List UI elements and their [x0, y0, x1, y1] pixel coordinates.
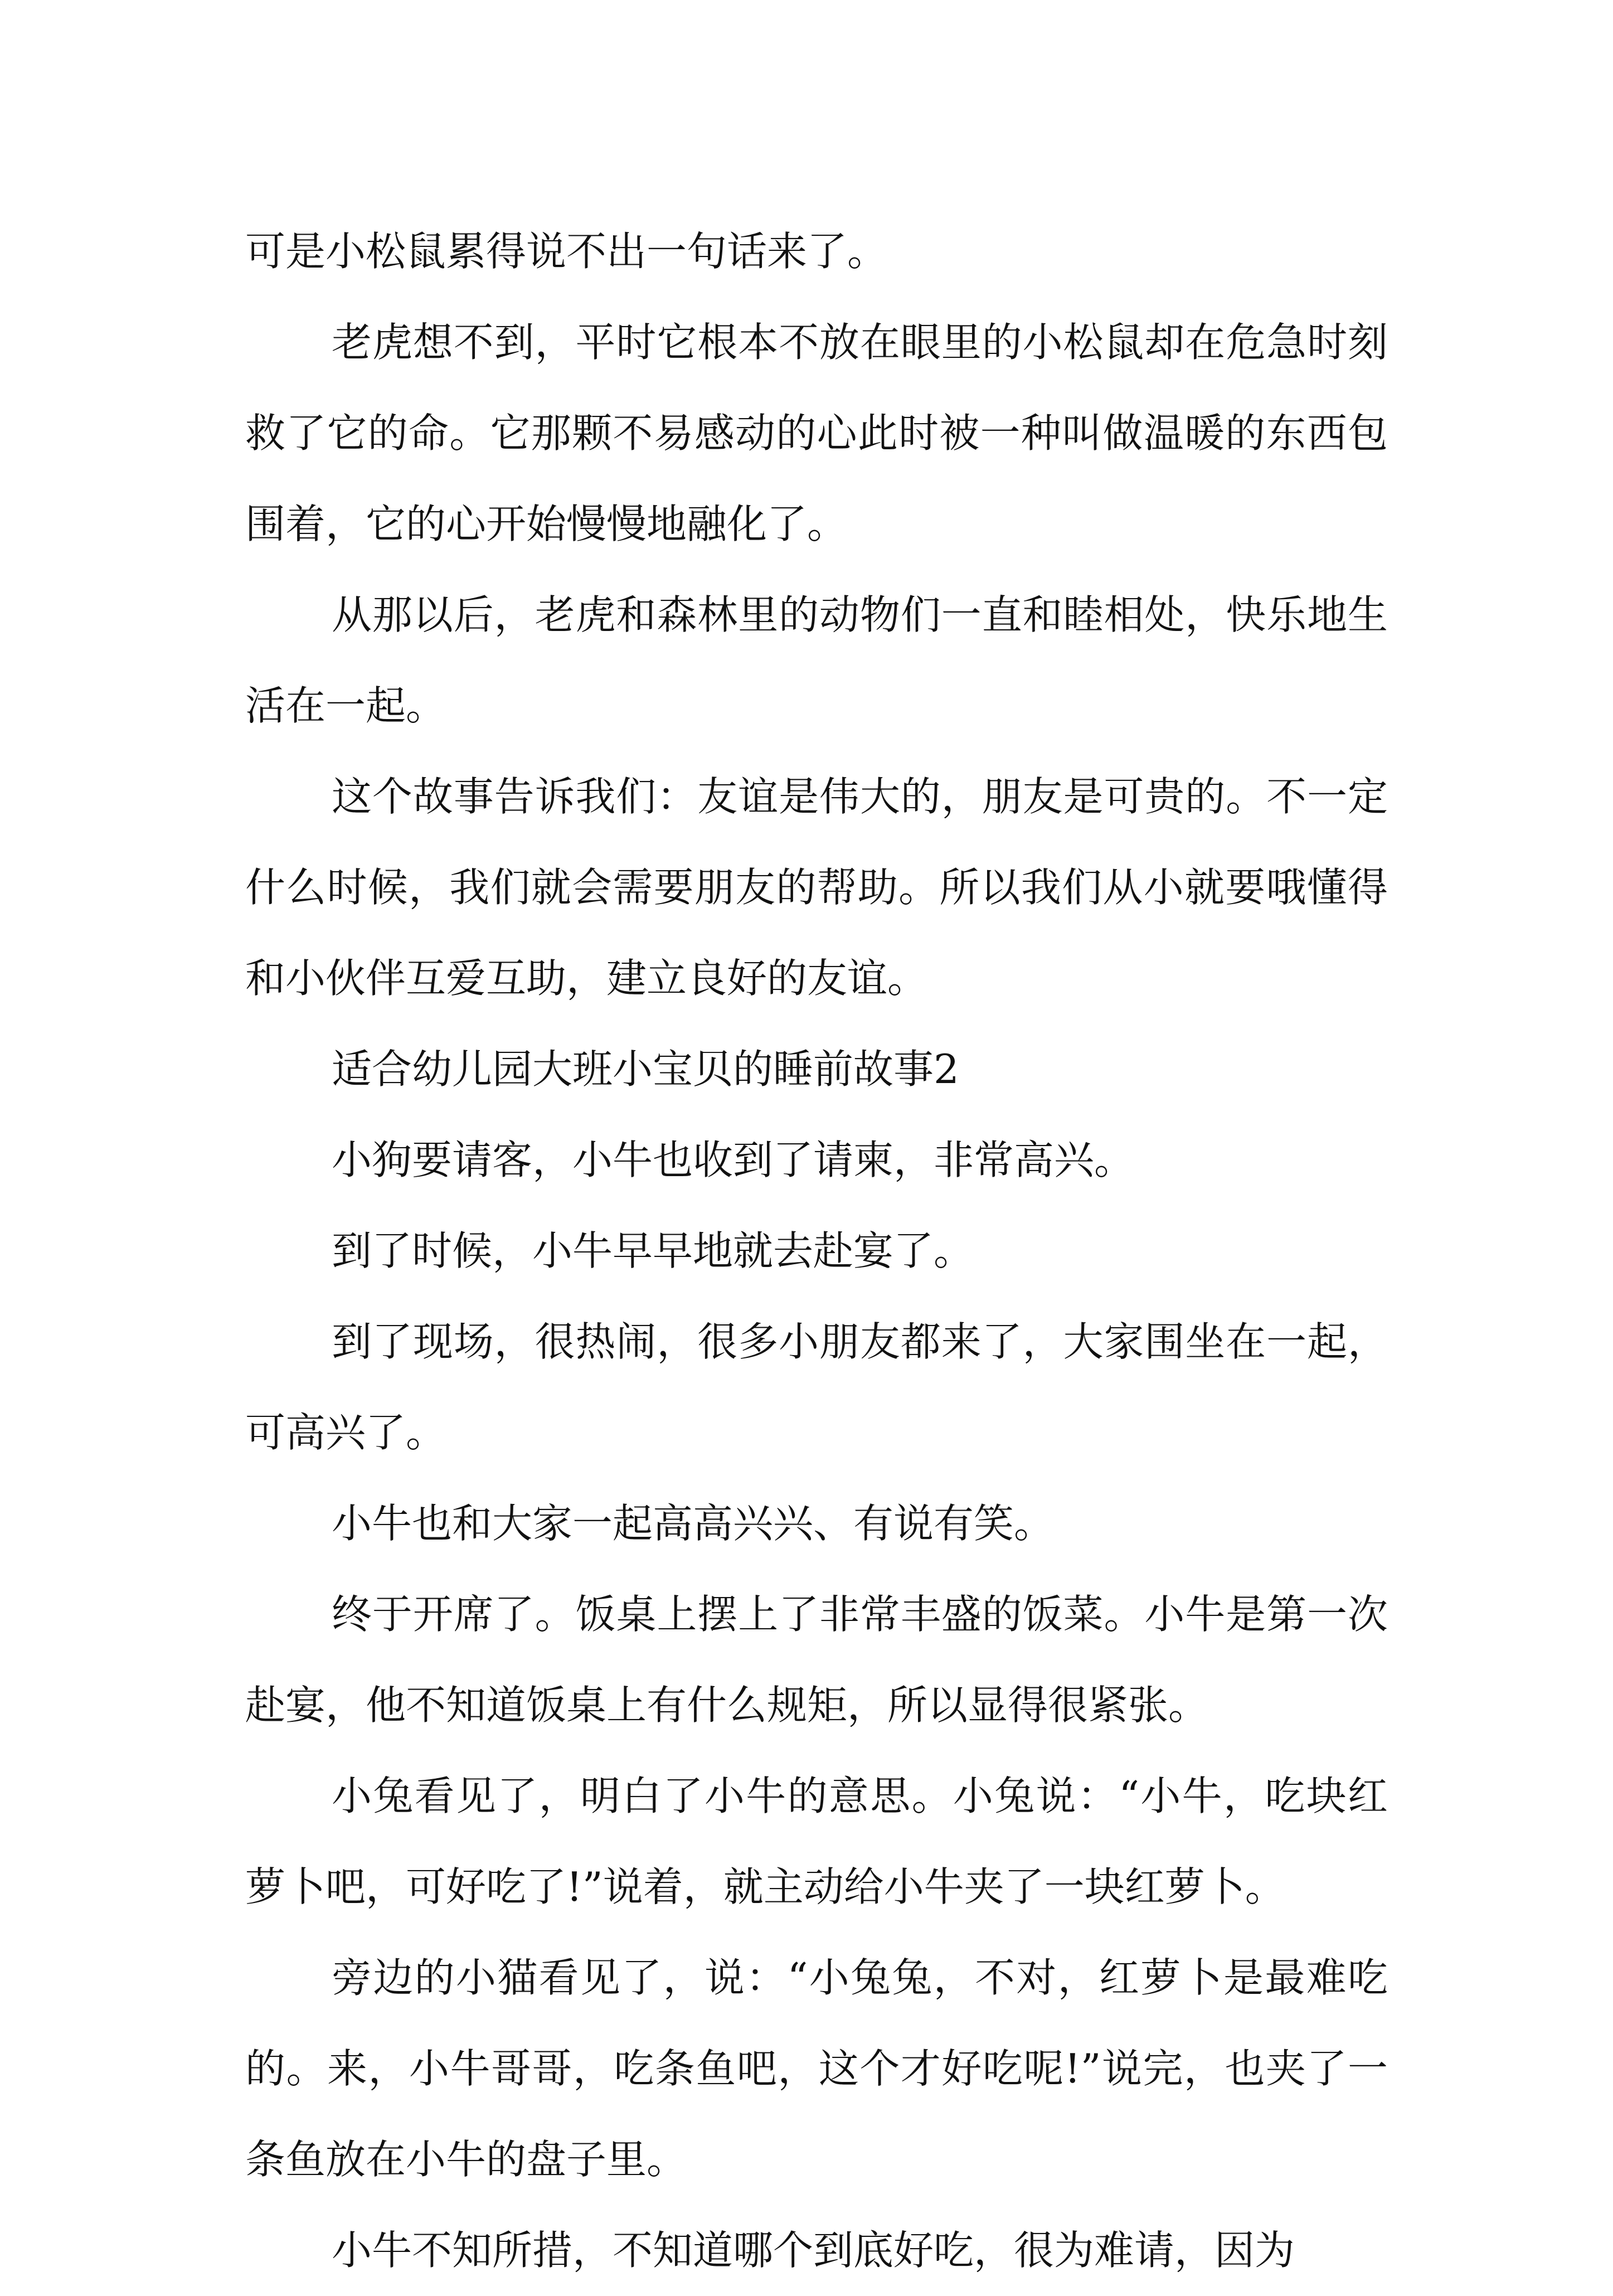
- section-heading: 适合幼儿园大班小宝贝的睡前故事2: [332, 1046, 959, 1093]
- paragraph: 这个故事告诉我们：友谊是伟大的，朋友是可贵的。不一定什么时候，我们就会需要朋友的帮助。所以我们从小就要哦懂得和小伙伴互爱互助，建立良好的友谊。: [245, 773, 1388, 1002]
- paragraph: 终于开席了。饭桌上摆上了非常丰盛的饭菜。小牛是第一次赴宴，他不知道饭桌上有什么规矩，所以显得很紧张。: [245, 1591, 1388, 1729]
- paragraph: 到了时候，小牛早早地就去赴宴了。: [332, 1227, 974, 1274]
- paragraph: 小牛不知所措，不知道哪个到底好吃，很为难请，因为: [332, 2227, 1295, 2274]
- paragraph: 小狗要请客，小牛也收到了请柬，非常高兴。: [332, 1137, 1135, 1183]
- paragraph: 小兔看见了，明白了小牛的意思。小兔说：“小牛，吃块红萝卜吧，可好吃了!”说着，就主动给小牛夹了一块红萝卜。: [245, 1773, 1388, 1910]
- paragraph: 到了现场，很热闹，很多小朋友都来了，大家围坐在一起，可高兴了。: [245, 1318, 1388, 1456]
- paragraph: 旁边的小猫看见了，说：“小兔兔，不对，红萝卜是最难吃的。来，小牛哥哥，吃条鱼吧，这个才好吃呢!”说完，也夹了一条鱼放在小牛的盘子里。: [245, 1954, 1388, 2183]
- paragraph: 可是小松鼠累得说不出一句话来了。: [245, 228, 888, 275]
- paragraph: 小牛也和大家一起高高兴兴、有说有笑。: [332, 1500, 1055, 1547]
- paragraph: 从那以后，老虎和森林里的动物们一直和睦相处，快乐地生活在一起。: [245, 591, 1388, 729]
- document-body: [245, 206, 1388, 2296]
- paragraph: 老虎想不到，平时它根本不放在眼里的小松鼠却在危急时刻救了它的命。它那颗不易感动的心此时被一种叫做温暖的东西包围着，它的心开始慢慢地融化了。: [245, 319, 1388, 547]
